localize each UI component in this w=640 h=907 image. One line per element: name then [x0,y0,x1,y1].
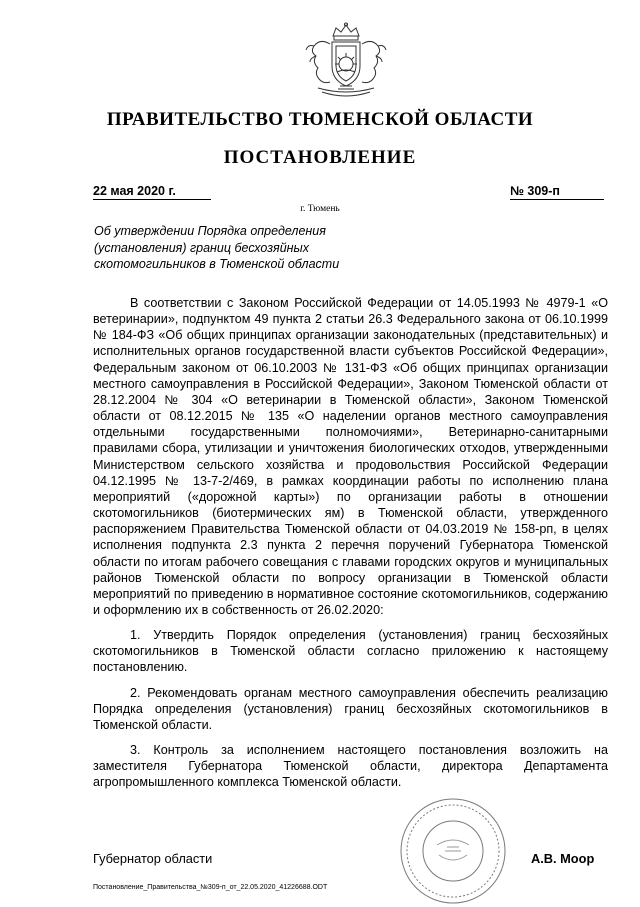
document-body [93,295,608,791]
subject-line: Об утверждении Порядка определения [94,224,326,238]
document-number: № 309-п [510,184,604,200]
footer-filename: Постановление_Правительства_№309-п_от_22.05.2020_41226688.ODT [93,884,328,891]
government-title: ПРАВИТЕЛЬСТВО ТЮМЕНСКОЙ ОБЛАСТИ [106,109,534,130]
document-city: г. Тюмень [300,204,340,214]
document-subject [94,223,384,273]
coat-of-arms-icon [300,22,392,100]
round-seal-stamp-icon [397,795,509,907]
signature-title: Губернатор области [93,851,213,866]
resolution-item-1: 1. Утвердить Порядок определения (установления) границ бесхозяйных скотомогильников в Тюменской области согласно приложению к настоящему постановлению. [93,628,608,675]
subject-line: скотомогильников в Тюменской области [94,257,340,271]
signature-name: А.В. Моор [531,851,595,866]
document-date: 22 мая 2020 г. [93,184,211,200]
preamble-paragraph: В соответствии с Законом Российской Федерации от 14.05.1993 № 4979-1 «О ветеринарии», подпунктом 49 пункта 2 статьи 26.3 Федерального закона от 06.10.1999 № 184-ФЗ «Об общих принципах организации законодательных (представительных) и исполнительных органов государственной власти субъектов Российской Федерации», Федеральным законом от 06.10.2003 № 131-ФЗ «Об общих принципах организации местного самоуправления в Российской Федерации», Законом Тюменской области от 28.12.2004 № 304 «О ветеринарии в Тюменской области», Законом Тюменской области от 08.12.2015 № 135 «О наделении органов местного самоуправления отдельными государственными полномочиями», Ветеринарно-санитарными правилами сбора, утилизации и уничтожения биологических отходов, утвержденными Министерством сельского хозяйства и продовольствия Российской Федерации 04.12.1995 № 13-7-2/469, в рамках координации работы по исполнению плана мероприятий («дорожной карты») по организации работы в отношении скотомогильников (биотермических ям) в Тюменской области, утвержденного распоряжением Правительства Тюменской области от 04.03.2019 № 158-рп, в целях исполнения подпункта 2.3 пункта 2 перечня поручений Губернатора Тюменской области по итогам рабочего совещания с главами городских округов и муниципальных районов Тюменской области по вопросу организации в Тюменской области мероприятий по приведению в нормативное состояние скотомогильников, содержанию и оформлению их в собственность от 26.02.2020: [93,296,608,617]
document-type-title: ПОСТАНОВЛЕНИЕ [223,147,417,168]
subject-line: (установления) границ бесхозяйных [94,240,309,255]
resolution-item-3: 3. Контроль за исполнением настоящего постановления возложить на заместителя Губернатора Тюменской области, директора Департамента агропромышленного комплекса Тюменской области. [93,743,608,790]
resolution-item-2: 2. Рекомендовать органам местного самоуправления обеспечить реализацию Порядка определения (установления) границ бесхозяйных скотомогильников в Тюменской области. [93,685,608,732]
